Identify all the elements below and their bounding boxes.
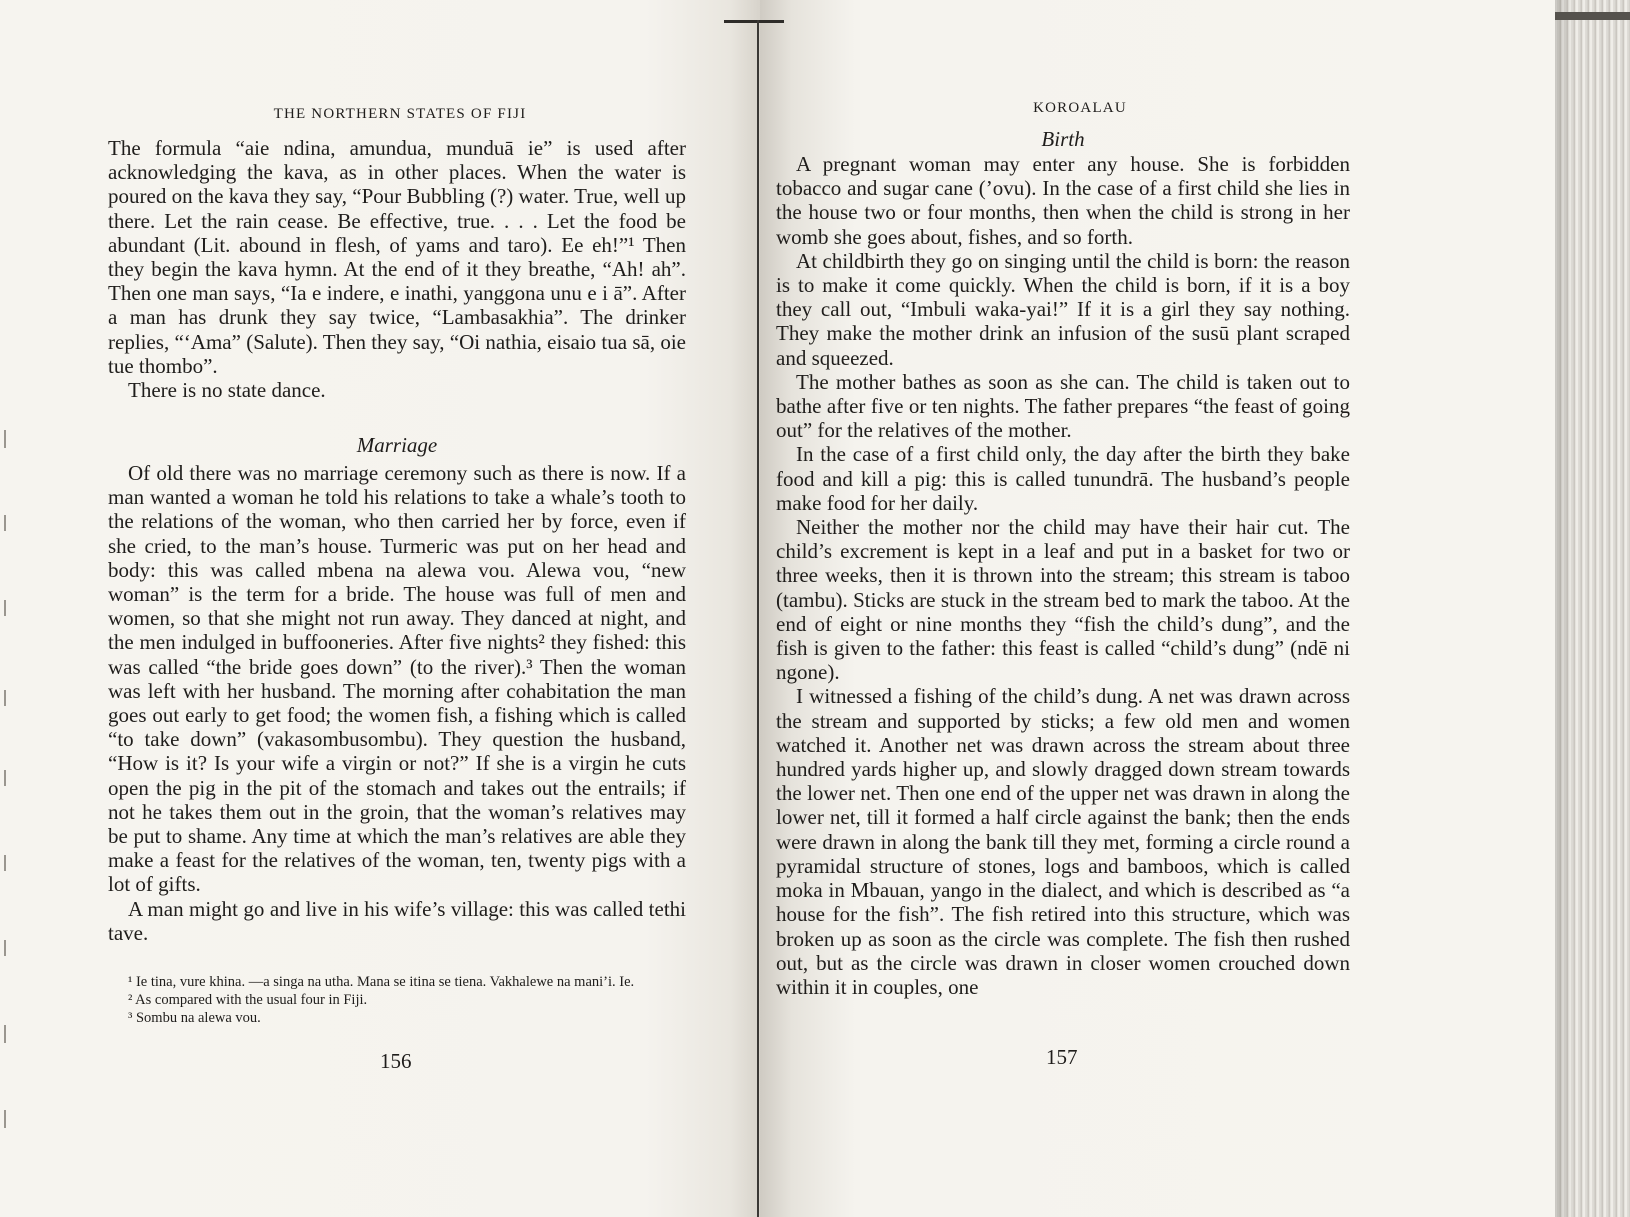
margin-mark: [4, 515, 6, 531]
page-edges-shade: [1555, 0, 1573, 1217]
page-number-left: 156: [380, 1049, 412, 1073]
footnote-2: ² As compared with the usual four in Fiji.: [128, 992, 368, 1008]
margin-mark: [4, 430, 6, 448]
book-gutter: [757, 20, 759, 1217]
paragraph: The mother bathes as soon as she can. The child is taken out to bathe after five or ten nights. The father prepares “the feast of going out” for the relatives of the mother.: [776, 369, 1350, 443]
margin-mark: [4, 940, 6, 956]
paragraph: In the case of a first child only, the day after the birth they bake food and kill a pig: this is called tunundrā. The husband’s people make food for her daily.: [776, 442, 1350, 515]
section-title-birth: Birth: [1041, 127, 1085, 151]
margin-mark: [4, 690, 6, 706]
left-text-top: [108, 136, 686, 402]
footnote-1: ¹ Ie tina, vure khina. —a singa na utha. Mana se itina se tiena. Vakhalewe na mani’i. Ie.: [128, 974, 635, 990]
paragraph: At childbirth they go on singing until the child is born: the reason is to make it come quickly. When the child is born, if it is a boy they call out, “Imbuli waka-yai!” If it is a girl they say nothing. They make the mother drink an infusion of the susū plant scraped and squeezed.: [776, 248, 1350, 370]
page-edges-top-band: [1555, 12, 1630, 20]
page-edges: [1555, 0, 1630, 1217]
paragraph: There is no state dance.: [128, 378, 326, 403]
paragraph: I witnessed a fishing of the child’s dung. A net was drawn across the stream and supported by sticks; a few old men and women watched it. Another net was drawn across the stream about three hundred yards higher up, and slowly dragged down stream towards the lower net. Then one end of the upper net was drawn in along the lower net, till it formed a half circle against the bank; then the ends were drawn in along the bank till they met, forming a circle round a pyramidal structure of stones, logs and bamboos, which is called moka in Mbauan, yango in the dialect, and which is described as “a house for the fish”. The fish retired into this structure, which was broken up as soon as the circle was complete. The fish then rushed out, but as the circle was drawn in closer women crouched down within it in couples, one: [776, 684, 1350, 999]
margin-mark: [4, 770, 6, 786]
paragraph: Neither the mother nor the child may have their hair cut. The child’s excrement is kept in a leaf and put in a basket for two or three weeks, then it is thrown into the stream; this stream is taboo (tambu). Sticks are stuck in the stream bed to mark the taboo. At the end of eight or nine months they “fish the child’s dung”, and the fish is given to the father: this feast is called “child’s dung” (ndē ni ngone).: [776, 515, 1350, 685]
right-text: [776, 152, 1350, 999]
left-margin-marks: [0, 0, 12, 1217]
margin-mark: [4, 1025, 6, 1043]
footnote-3: ³ Sombu na alewa vou.: [128, 1010, 261, 1026]
running-head-right: KOROALAU: [1033, 100, 1127, 116]
paragraph: The formula “aie ndina, amundua, munduā ie” is used after acknowledging the kava, as in other places. When the water is poured on the kava they say, “Pour Bubbling (?) water. True, well up there. Let the rain cease. Be effective, true. . . . Let the food be abundant (Lit. abound in flesh, of yams and taro). Ee eh!”¹ Then they begin the kava hymn. At the end of it they breathe, “Ah! ah”. Then one man says, “Ia e indere, e inathi, yanggona unu e i ā”. After a man has drunk they say twice, “Lambasakhia”. The drinker replies, “‘Ama” (Salute). Then they say, “Oi nathia, eisaio tua sā, oie tue thombo”.: [108, 136, 686, 378]
left-text-marriage: [108, 461, 686, 945]
paragraph: Of old there was no marriage ceremony such as there is now. If a man wanted a woman he told his relations to take a whale’s tooth to the relations of the woman, who then carried her by force, even if she cried, to the man’s house. Turmeric was put on her head and body: this was called mbena na alewa vou. Alewa vou, “new woman” is the term for a bride. The house was full of men and women, so that she might not run away. They danced at night, and the men indulged in buffooneries. After five nights² they fished: this was called “the bride goes down” (to the river).³ Then the woman was left with her husband. The morning after cohabitation the man goes out early to get food; the women fish, a fishing which is called “to take down” (vakasombusombu). They question the husband, “How is it? Is your wife a virgin or not?” If she is a virgin he cuts open the pig in the pit of the stomach and takes out the entrails; if not he takes them out in the groin, that the woman’s relatives may be put to shame. Any time at which the man’s relatives are able they make a feast for the relatives of the woman, ten, twenty pigs with a lot of gifts.: [108, 461, 686, 897]
footnotes: [108, 973, 686, 1027]
page-number-right: 157: [1046, 1045, 1078, 1069]
paragraph: A man might go and live in his wife’s village: this was called tethi tave.: [108, 896, 686, 945]
gutter-top-shadow: [724, 20, 784, 23]
section-title-marriage: Marriage: [356, 433, 438, 457]
margin-mark: [4, 600, 6, 616]
paragraph: A pregnant woman may enter any house. She is forbidden tobacco and sugar cane (’ovu). In the case of a first child she lies in the house two or four months, then when the child is strong in her womb she goes about, fishes, and so forth.: [776, 152, 1350, 249]
margin-mark: [4, 855, 6, 871]
margin-mark: [4, 1110, 6, 1128]
running-head-left: THE NORTHERN STATES OF FIJI: [273, 106, 527, 122]
